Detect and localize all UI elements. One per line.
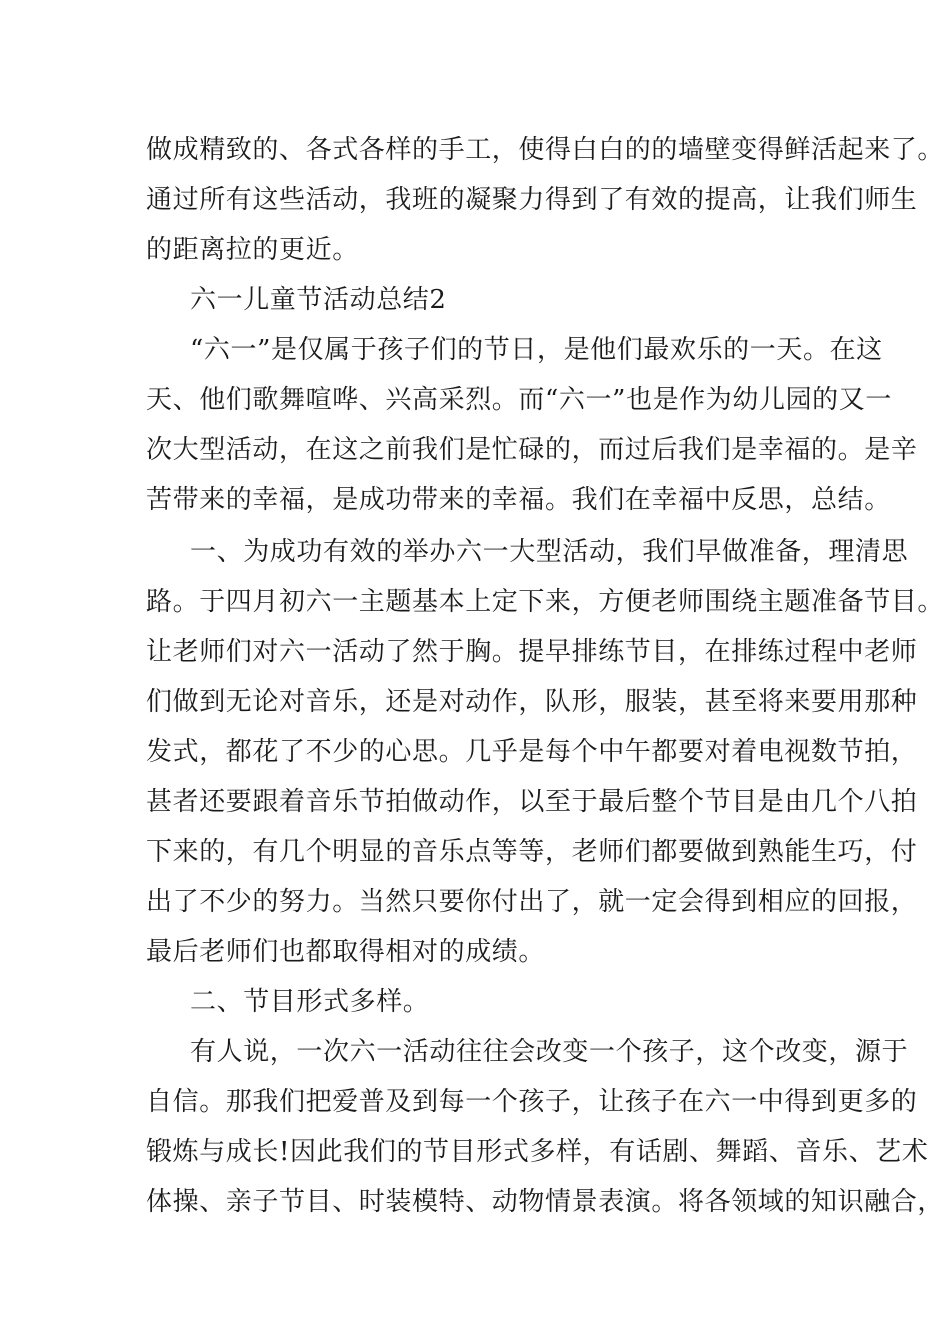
paragraph-line-14: 下来的，有几个明显的音乐点等等，老师们都要做到熟能生巧，付 bbox=[146, 837, 918, 867]
paragraph-line-18: 自信。那我们把爱普及到每一个孩子，让孩子在六一中得到更多的 bbox=[146, 1087, 918, 1117]
paragraph-line-1: 做成精致的、各式各样的手工，使得白白的的墙壁变得鲜活起来了。 bbox=[146, 135, 945, 165]
paragraph-line-19: 锻炼与成长!因此我们的节目形式多样，有话剧、舞蹈、音乐、艺术 bbox=[146, 1137, 929, 1167]
paragraph-line-3: 的距离拉的更近。 bbox=[146, 235, 359, 265]
paragraph-line-15: 出了不少的努力。当然只要你付出了，就一定会得到相应的回报， bbox=[146, 887, 918, 917]
paragraph-line-20: 体操、亲子节目、时装模特、动物情景表演。将各领域的知识融合， bbox=[146, 1187, 945, 1217]
paragraph-line-4: “六一”是仅属于孩子们的节日，是他们最欢乐的一天。在这 bbox=[190, 335, 883, 365]
paragraph-line-11: 们做到无论对音乐，还是对动作，队形，服装，甚至将来要用那种 bbox=[146, 687, 918, 717]
paragraph-line-16: 最后老师们也都取得相对的成绩。 bbox=[146, 937, 546, 967]
paragraph-line-17: 有人说，一次六一活动往往会改变一个孩子，这个改变，源于 bbox=[190, 1037, 909, 1067]
section-heading-2: 二、节目形式多样。 bbox=[190, 987, 430, 1017]
paragraph-line-10: 让老师们对六一活动了然于胸。提早排练节目，在排练过程中老师 bbox=[146, 637, 918, 667]
paragraph-line-5: 天、他们歌舞喧哗、兴高采烈。而“六一”也是作为幼儿园的又一 bbox=[146, 385, 892, 415]
paragraph-line-12: 发式，都花了不少的心思。几乎是每个中午都要对着电视数节拍， bbox=[146, 737, 918, 767]
paragraph-line-9: 路。于四月初六一主题基本上定下来，方便老师围绕主题准备节目。 bbox=[146, 587, 945, 617]
section-heading: 六一儿童节活动总结2 bbox=[190, 285, 447, 315]
paragraph-line-7: 苦带来的幸福，是成功带来的幸福。我们在幸福中反思，总结。 bbox=[146, 485, 891, 515]
paragraph-line-13: 甚者还要跟着音乐节拍做动作，以至于最后整个节目是由几个八拍 bbox=[146, 787, 918, 817]
paragraph-line-6: 次大型活动，在这之前我们是忙碌的，而过后我们是幸福的。是辛 bbox=[146, 435, 918, 465]
paragraph-line-2: 通过所有这些活动，我班的凝聚力得到了有效的提高，让我们师生 bbox=[146, 185, 918, 215]
paragraph-line-8: 一、为成功有效的举办六一大型活动，我们早做准备，理清思 bbox=[190, 537, 909, 567]
